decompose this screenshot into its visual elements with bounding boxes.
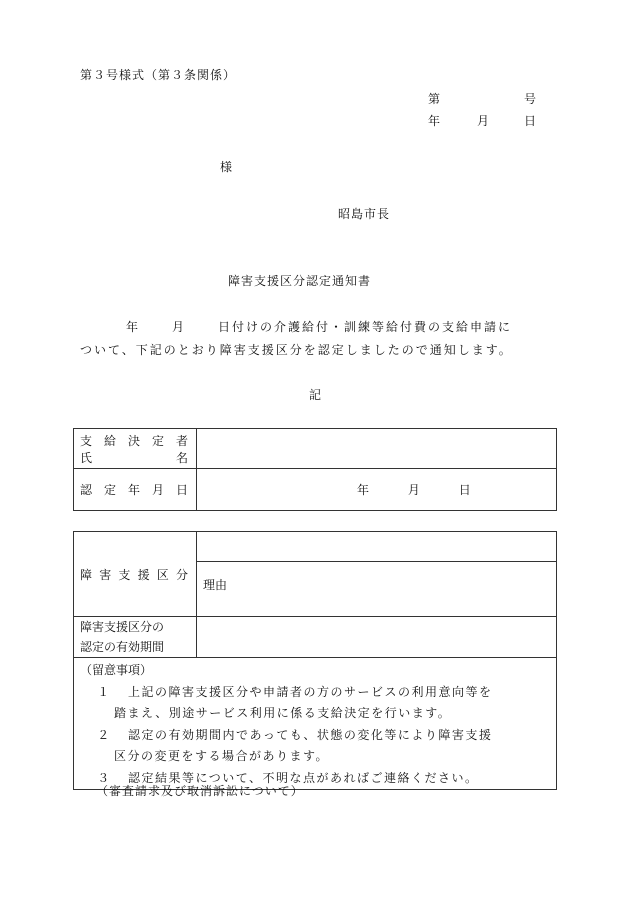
applicant-table <box>73 428 557 511</box>
body-line-1-rest: 日付けの介護給付・訓練等給付費の支給申請に <box>218 320 513 334</box>
cert-date-label: 認定年月日 <box>80 483 188 497</box>
appeal-heading: （審査請求及び取消訴訟について） <box>96 784 304 798</box>
notes-title: （留意事項） <box>80 663 153 677</box>
note-2-line-1: ２ 認定の有効期間内であっても、状態の変化等により障害支援 <box>80 725 552 747</box>
doc-date-year: 年 <box>428 114 441 128</box>
period-label-cell <box>74 617 197 658</box>
cert-date-month: 月 <box>407 483 420 497</box>
doc-date-month: 月 <box>477 114 490 128</box>
applicant-label-top: 支給決定者 <box>80 433 188 448</box>
cert-date-day: 日 <box>458 483 471 497</box>
category-value[interactable] <box>197 532 557 562</box>
period-value[interactable] <box>197 617 557 658</box>
applicant-name-label-cell <box>74 429 197 469</box>
applicant-label-mei: 名 <box>175 450 188 465</box>
note-1-line-2: 踏まえ、別途サービス利用に係る支給決定を行います。 <box>114 706 452 720</box>
cert-date-year: 年 <box>357 483 370 497</box>
note-3-line-1: ３ 認定結果等について、不明な点があればご連絡ください。 <box>80 768 552 790</box>
body-date-month: 月 <box>172 320 187 334</box>
form-number: 第３号様式（第３条関係） <box>80 68 237 82</box>
notes-cell <box>74 658 557 790</box>
period-label-line-2: 認定の有効期間 <box>80 640 165 654</box>
reason-label: 理由 <box>203 578 228 592</box>
period-label-line-1: 障害支援区分の <box>80 620 165 634</box>
note-2-line-2: 区分の変更をする場合があります。 <box>114 749 330 763</box>
applicant-name-value[interactable] <box>197 429 557 469</box>
body-line-2: ついて、下記のとおり障害支援区分を認定しましたので通知します。 <box>80 343 513 357</box>
cert-date-label-cell <box>74 469 197 511</box>
category-label-cell <box>74 532 197 617</box>
category-table <box>73 531 557 790</box>
ki-heading: 記 <box>309 388 322 402</box>
note-1-number: １ <box>97 684 111 699</box>
note-2-number: ２ <box>97 727 111 742</box>
note-3-number: ３ <box>97 770 111 785</box>
issuer: 昭島市長 <box>338 207 391 221</box>
document-title: 障害支援区分認定通知書 <box>228 274 372 288</box>
body-date-year: 年 <box>126 320 141 334</box>
body-line-1 <box>126 318 512 335</box>
doc-date-day: 日 <box>524 114 537 128</box>
category-label: 障害支援区分 <box>80 567 188 582</box>
doc-number-suffix: 号 <box>524 92 537 106</box>
cert-date-value[interactable] <box>197 469 557 511</box>
note-1-line-1: １ 上記の障害支援区分や申請者の方のサービスの利用意向等を <box>80 682 552 704</box>
applicant-label-shi: 氏 <box>80 450 93 465</box>
doc-number-prefix: 第 <box>428 92 441 106</box>
reason-cell[interactable] <box>197 562 557 617</box>
addressee-honorific: 様 <box>220 160 233 174</box>
